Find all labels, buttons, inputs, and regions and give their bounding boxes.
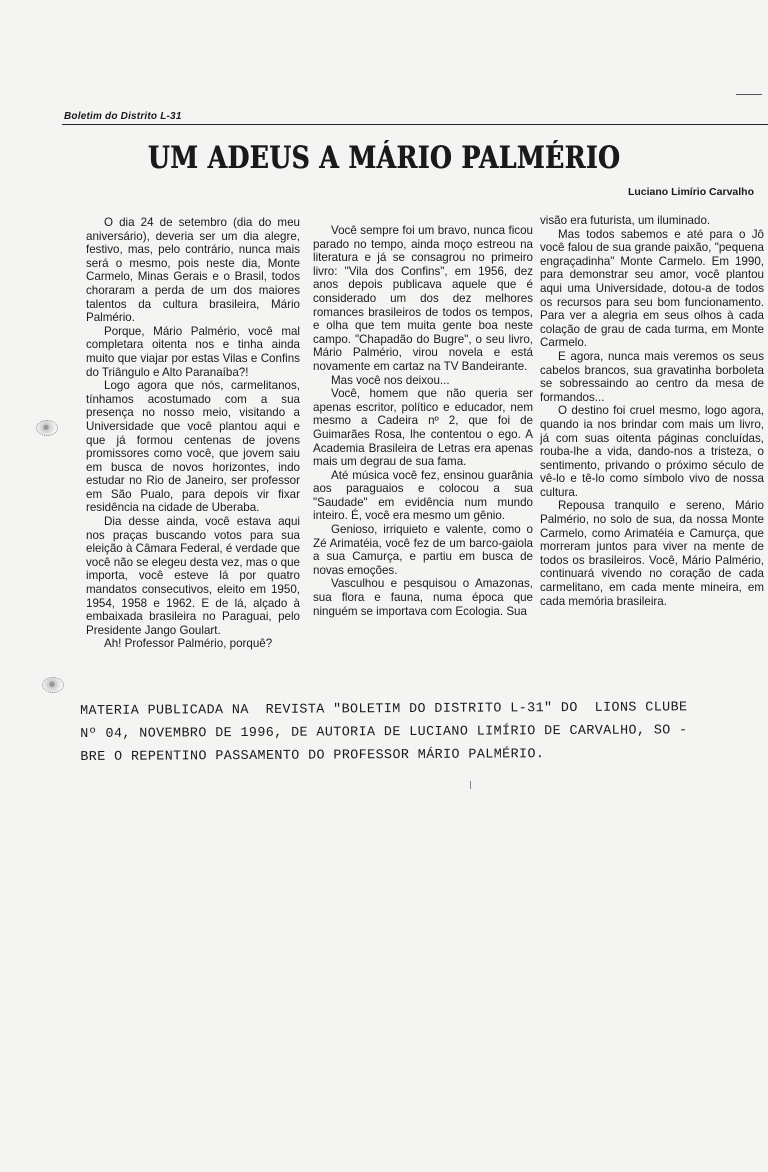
article-author: Luciano Limírio Carvalho bbox=[627, 186, 754, 198]
article-column-1 bbox=[86, 216, 300, 651]
paragraph: visão era futurista, um iluminado. bbox=[540, 214, 711, 227]
scan-speck bbox=[470, 781, 471, 789]
paragraph: O destino foi cruel mesmo, logo agora, quando ia nos brindar com mais um livro, já com suas oitenta páginas concluídas, rouba-lhe a vida, dando-nos a tristeza, o sentimento, privando o próximo século de vê-lo e tê-lo como símbolo vivo de nossa cultura. bbox=[540, 404, 764, 499]
publication-header: Boletim do Distrito L-31 bbox=[64, 111, 182, 122]
article-column-3 bbox=[540, 214, 764, 608]
paragraph: Porque, Mário Palmério, você mal completara oitenta nos e tinha ainda muito que viajar por estas Vilas e Confins do Triângulo e Alto Paranaíba?! bbox=[86, 324, 300, 379]
typed-note-line: MATERIA PUBLICADA NA REVISTA "BOLETIM DO DISTRITO L-31" DO LIONS CLUBE bbox=[80, 700, 688, 719]
paragraph: Vasculhou e pesquisou o Amazonas, sua flora e fauna, numa época que ninguém se importava com Ecologia. Sua bbox=[313, 577, 533, 618]
article-title: UM ADEUS A MÁRIO PALMÉRIO bbox=[147, 140, 621, 176]
typed-note-line: Nº 04, NOVEMBRO DE 1996, DE AUTORIA DE LUCIANO LIMÍRIO DE CARVALHO, SO - bbox=[80, 723, 688, 742]
paragraph: Mas você nos deixou... bbox=[331, 373, 450, 387]
ink-blot-mark bbox=[42, 677, 64, 693]
article-column-2 bbox=[313, 224, 533, 618]
paragraph: Dia desse ainda, você estava aqui nos praças buscando votos para sua eleição à Câmara Federal, é verdade que você não se elegeu desta vez, mas o que importa, você esteve lá por quatro mandatos consecutivos, eleito em 1950, 1954, 1958 e 1962. E de lá, alçado à embaixada brasileira no Paraguai, pelo Presidente Jango Goulart. bbox=[86, 515, 300, 637]
paragraph: Você, homem que não queria ser apenas escritor, político e educador, nem mesmo a Cadeira nº 2, que foi de Guimarães Rosa, lhe contentou o ego. A Academia Brasileira de Letras era apenas mais um degrau de sua fama. bbox=[313, 387, 533, 469]
typed-note-line: BRE O REPENTINO PASSAMENTO DO PROFESSOR MÁRIO PALMÉRIO. bbox=[80, 747, 545, 765]
header-rule bbox=[62, 124, 768, 125]
paragraph: Até música você fez, ensinou guarânia aos paraguaios e colocou a sua "Saudade" em evidência num mundo inteiro. É, você era mesmo um gênio. bbox=[313, 468, 533, 523]
paragraph: Ah! Professor Palmério, porquê? bbox=[104, 637, 273, 651]
paragraph: Repousa tranquilo e sereno, Mário Palmério, no solo de sua, da nossa Monte Carmelo, como Arimatéia e Camurça, que morreram juntos para viver na mente de todos os brasileiros. Você, Mário Palmério, continuará vivendo no coração de cada carmelitano, em cada mente mineira, em cada memória brasileira. bbox=[540, 499, 764, 608]
paragraph: Genioso, irriquieto e valente, como o Zé Arimatéia, você fez de um barco-gaiola a sua Camurça, e partiu em busca de novas emoções. bbox=[313, 523, 533, 577]
corner-mark bbox=[736, 94, 762, 95]
paragraph: O dia 24 de setembro (dia do meu aniversário), deveria ser um dia alegre, festivo, mas, pelo contrário, nunca mais será o mesmo, pois neste dia, Monte Carmelo, Minas Gerais e o Brasil, todos choraram a perda de um dos maiores talentos da cultura brasileira, Mário Palmério. bbox=[86, 216, 300, 325]
paragraph: Logo agora que nós, carmelitanos, tínhamos acostumado com a sua presença no nosso meio, visitando a Universidade que você plantou aqui e que já formou centenas de jovens promissores como você, que jovem saiu em busca de novos horizontes, indo estudar no Rio de Janeiro, ser professor em São Pualo, para depois vir fixar residência na cidade de Uberaba. bbox=[86, 379, 300, 515]
paragraph: E agora, nunca mais veremos os seus cabelos brancos, sua gravatinha borboleta se sobressaindo ao centro da mesa de formandos... bbox=[540, 349, 764, 404]
ink-blot-mark bbox=[36, 420, 58, 436]
typed-note bbox=[80, 696, 750, 769]
paragraph: Você sempre foi um bravo, nunca ficou parado no tempo, ainda moço estreou na literatura e já se consagrou no primeiro livro: "Vila dos Confins", em 1956, dez anos depois publicava aquele que é considerado um dos dez melhores romances brasileiros de todos os tempos, e olha que tem muita gente boa neste campo. "Chapadão do Bugre", o seu livro, Mário Palmério, virou novela e está novamente em cartaz na TV Bandeirante. bbox=[313, 224, 533, 373]
paragraph: Mas todos sabemos e até para o Jô você falou de sua grande paixão, "pequena engraçadinha" Monte Carmelo. Em 1990, para demonstrar seu amor, você plantou aqui uma Universidade, dotou-a de todos os recursos para seu bom funcionamento. Para ver a alegria em seus olhos à cada colação de grau de cada turma, em Monte Carmelo. bbox=[540, 227, 764, 350]
